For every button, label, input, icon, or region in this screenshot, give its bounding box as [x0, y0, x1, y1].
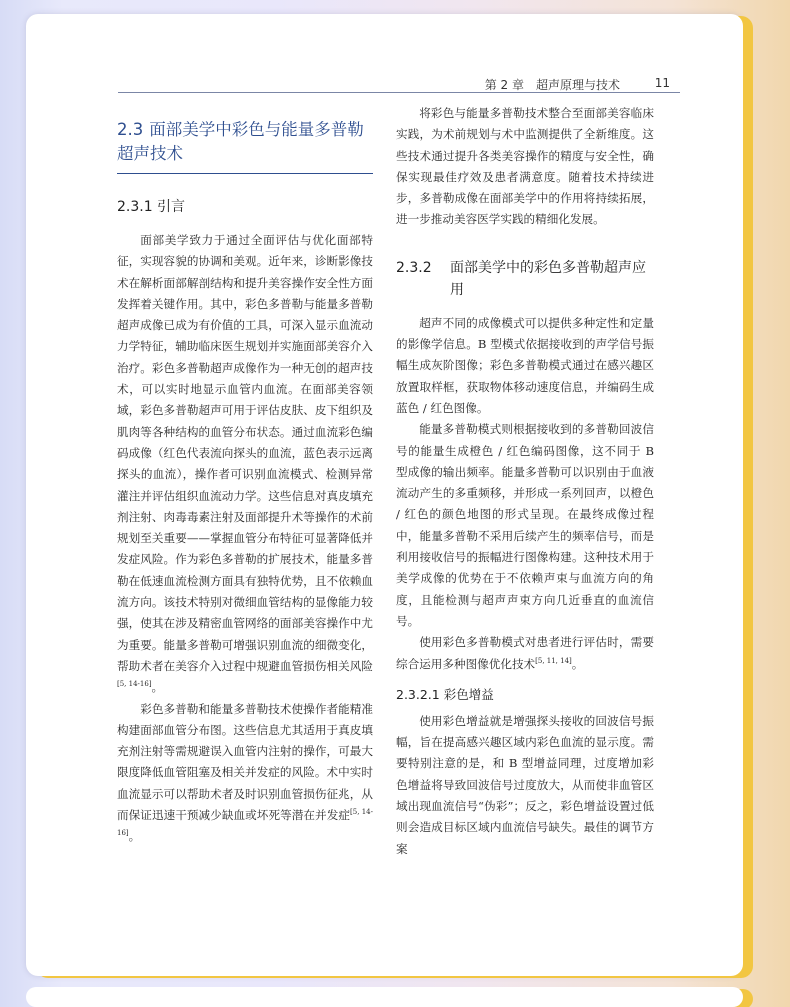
- subsection-heading-intro: [117, 196, 373, 218]
- section-title: 面部美学中彩色与能量多普勒超声技术: [117, 120, 364, 163]
- paragraph: 面部美学致力于通过全面评估与优化面部特征，实现容貌的协调和美观。近年来，诊断影像技术在解析面部解剖结构和提升美容操作安全性方面发挥着关键作用。其中，彩色多普勒与能量多普勒超声成像已成为有价值的工具，可深入显示血流动力学特征，辅助临床医生规划并实施面部美容介入治疗。彩色多普勒超声成像作为一种无创的超声技术，可以实时地显示血管内血流。在面部美容领域，彩色多普勒超声可用于评估皮肤、皮下组织及肌肉等各种结构的血管分布状态。通过血流彩色编码成像（红色代表流向探头的血流，蓝色表示远离探头的血流），操作者可识别血流模式、检测异常灌注并评估组织血流动力学。这些信息对真皮填充剂注射、肉毒毒素注射及面部提升术等操作的术前规划至关重要——掌握血管分布特征可显著降低并发症风险。作为彩色多普勒的扩展技术，能量多普勒在低速血流检测方面具有独特优势，且不依赖血流方向。该技术特别对微细血管结构的显像能力较强，使其在涉及精密血管网络的面部美容操作中尤为重要。能量多普勒可增强识别血流的细微变化，帮助术者在美容介入过程中规避血管损伤相关风险[5, 14-16]。: [117, 233, 373, 695]
- left-column: [117, 118, 373, 848]
- section-number: 2.3: [117, 120, 144, 139]
- right-column: [396, 103, 654, 860]
- subsubsection-title: 彩色增益: [443, 686, 494, 702]
- subsection-number: 2.3.1: [117, 199, 153, 215]
- paragraph: 超声不同的成像模式可以提供多种定性和定量的影像学信息。B 型模式依据接收到的声学信号振幅生成灰阶图像；彩色多普勒模式通过在感兴趣区放置取样框，获取物体移动速度信息，并编码生成蓝色 / 红色图像。: [396, 315, 654, 415]
- citation: [5, 14-16]: [117, 680, 152, 689]
- subsection-heading-color-doppler: [396, 257, 654, 301]
- chapter-title: 第 2 章 超声原理与技术: [484, 78, 620, 92]
- subsection-title: 引言: [157, 199, 185, 215]
- subsection-title: 面部美学中的彩色多普勒超声应用: [450, 259, 646, 298]
- citation: [5, 14-16]: [117, 808, 373, 838]
- running-header: [118, 66, 680, 93]
- subsubsection-heading-color-gain: [396, 685, 654, 705]
- page-number: 11: [654, 76, 670, 90]
- paragraph: 彩色多普勒和能量多普勒技术使操作者能精准构建面部血管分布图。这些信息尤其适用于真皮填充剂注射等需规避误入血管内注射的操作，可最大限度降低血管阻塞及相关并发症的风险。术中实时血流显示可以帮助术者及时识别血管损伤征兆，从而保证迅速干预减少缺血或坏死等潜在并发症[5, 14-16]。: [117, 701, 373, 844]
- paragraph: 将彩色与能量多普勒技术整合至面部美容临床实践，为术前规划与术中监测提供了全新维度。这些技术通过提升各类美容操作的精度与安全性，确保实现最佳疗效及患者满意度。随着技术持续进步，多普勒成像在面部美学中的作用将持续拓展，进一步推动美容医学实践的精细化发展。: [396, 106, 654, 227]
- subsubsection-number: 2.3.2.1: [396, 686, 440, 702]
- next-page-edge: [26, 987, 743, 1007]
- paragraph: 使用彩色多普勒模式对患者进行评估时，需要综合运用多种图像优化技术[5, 11, 14]。: [396, 635, 654, 671]
- section-heading: [117, 118, 373, 174]
- paragraph: 使用彩色增益就是增强探头接收的回波信号振幅，旨在提高感兴趣区域内彩色血流的显示度。需要特别注意的是，和 B 型增益同理，过度增加彩色增益将导致回波信号过度放大，从而使非血管区域出现血流信号“伪彩”；反之，彩色增益设置过低则会造成目标区域内血流信号缺失。最佳的调节方案: [396, 713, 654, 856]
- paragraph: 能量多普勒模式则根据接收到的多普勒回波信号的能量生成橙色 / 红色编码图像，这不同于 B 型成像的输出频率。能量多普勒可以识别由于血液流动产生的多重频移，并形成一系列回声，以橙色 / 红色的颜色地图的形式呈现。在最终成像过程中，能量多普勒不采用后续产生的频率信号，而是利用接收信号的振幅进行图像构建。这种技术用于美学成像的优势在于不依赖声束与血流方向的角度，且能检测与超声声束方向几近垂直的血流信号。: [396, 422, 654, 628]
- subsection-number: 2.3.2: [396, 259, 432, 276]
- citation: [5, 11, 14]: [535, 656, 572, 665]
